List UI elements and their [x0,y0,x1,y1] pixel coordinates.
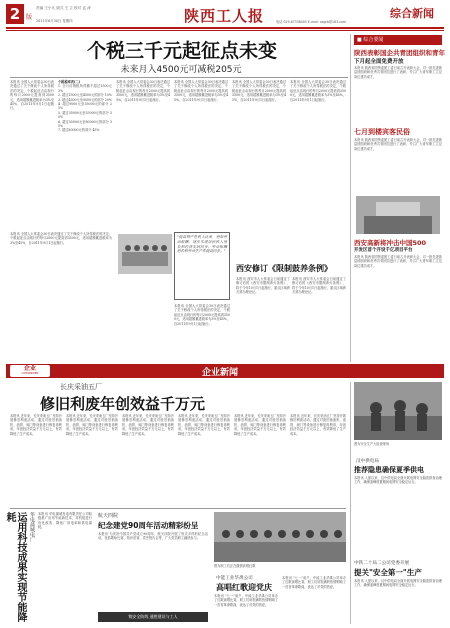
banner-logo-text: 企业 [23,365,36,372]
shan-body: 本报讯 入夏以来，汉中供电局全面开展电网安全隐患排查治理工作，确保迎峰度夏期间电网安全稳定运行。 [354,476,442,485]
right-story1-body: 本报讯 陕西省国资委团工委日前召开表彰大会，对一批先进基层团组织和优秀共青团员进行了表彰，号召广大青年职工立足岗位建功成才。 [354,66,442,79]
sxlaw-body: 本报讯 西安市人大常委会日前通过了修订后的《西安市限制养犬条例》，将于今年10月1日起施行，重点区域养犬须办理登记。 [236,277,290,295]
lead-col-bottom: 本报讯 全国人大常委会30日表决通过了关于修改个人所得税法的决定，个税起征点由现行的每月2000元提高到3500元，适用超额累进税率为3%至45%，自2011年9月1日起施行。 [174,304,230,326]
editor-line: 责编 王小凡 版式 王 立 校对 孟 涛 [36,6,91,10]
vertical-headline: 运用科技成果实现节能降耗 [4,512,26,622]
quote-text: "提高财产性收入比重，增加劳动报酬，逐步实现居民收入增长和经济发展同步、劳动报酬增长和劳动生产率提高同步。" [177,235,227,254]
lead-col-1: 本报讯 全国人大常委会30日表决通过了关于修改个人所得税法的决定，个税起征点由现行的每月2000元提高到3500元，适用超额累进税率为3%至45%，自2011年9月1日起施行。 [10,80,54,111]
paper-title: 陕西工人报 [184,7,265,25]
bottom-divider [10,508,346,509]
lead-divider [10,77,348,78]
tax-row: 7. 超过80000元的部分 45% [58,128,100,133]
vertical-kicker: 华电蒲城电厂 [29,512,35,542]
tax-row: 4. 超过9000元至35000元的部分 25% [58,102,112,111]
shan-kicker: 汉中供电局 [356,459,379,464]
party-footer: 铸安全防线 通胜建设与工人 [98,612,208,622]
lead-col-5: 本报讯 全国人大常委会30日表决通过了关于修改个人所得税法的决定，个税起征点由现行的每月2000元提高到3500元，适用超额累进税率为3%至45%，自2011年9月1日起施行。 [232,80,286,102]
tax-row: 6. 超过55000元至80000元的部分 35% [58,119,112,129]
page-number: 2 [6,4,24,24]
singing-photo [214,512,346,562]
right-story3-body: 本报讯 陕西省国资委团工委日前召开表彰大会，对一批先进基层团组织和优秀共青团员进行了表彰，号召广大青年职工立足岗位建功成才。 [354,255,442,268]
lead-col-6: 本报讯 全国人大常委会30日表决通过了关于修改个人所得税法的决定，个税起征点由现行的每月2000元提高到3500元，适用超额累进税率为3%至45%，自2011年9月1日起施行。 [290,80,346,102]
right-story2-title: 七月到楼宾客民俗 [354,128,410,136]
sxlaw-body-2: 本报讯 西安市人大常委会日前通过了修订后的《西安市限制养犬条例》，将于今年10月1日起施行，重点区域养犬须办理登记。 [292,277,346,295]
shan-body-2: 本报讯 入夏以来，汉中供电局全面开展电网安全隐患排查治理工作，确保迎峰度夏期间电网安全稳定运行。 [354,579,442,588]
right-story2-body: 本报讯 陕西省国资委团工委日前召开表彰大会，对一批先进基层团组织和优秀共青团员进行了表彰，号召广大青年职工立足岗位建功成才。 [354,138,442,151]
mine-headline: 高唱红歌迎党庆 [216,583,272,592]
cq-col-1: 本报讯 近年来，长庆采油五厂坚持开展修旧利废活动，通过对废旧抽油机、油管、阀门等设备进行修复再利用，年创经济效益千万元以上，有效降低了生产成本。 [10,414,63,436]
masthead-rule-thin [6,30,444,31]
meeting-photo [118,234,172,274]
tax-row: 5. 超过35000元至55000元的部分 30% [58,110,112,120]
shan-kicker-2: 中铁二十局二公司党委开展 [354,561,410,566]
shan-headline: 推荐隐患确保夏季供电 [354,466,424,474]
quote-box [174,232,230,300]
right-tag: ■ 综合要闻 [354,35,442,45]
cq-headline: 修旧利废年创效益千万元 [40,395,206,413]
mine-kicker: 中能工业华禹公司 [216,576,253,581]
cq-kicker: 长庆采油五厂 [60,383,102,391]
shan-headline-2: 提关"安全第一"生产 [354,568,422,577]
contact-line: 电话 029-87338405 E-mail: sxgrb@163.com [276,20,346,24]
masthead [6,4,444,26]
cq-col-3: 本报讯 近年来，长庆采油五厂坚持开展修旧利废活动，通过对废旧抽油机、油管、阀门等设备进行修复再利用，年创经济效益千万元以上，有效降低了生产成本。 [122,414,175,436]
party-kicker: 航天四院 [98,513,119,519]
banner-logo [10,365,50,377]
mine-body: 本报讯 "七一"前夕，中能工业华禹公司举办了红歌演唱比赛，职工们用饱满的热情唱响了一首首革命歌曲，表达了对党的热爱。 [214,594,278,607]
banner-title: 企业新闻 [202,368,239,378]
vertical-body: 本报讯 华电蒲城发电有限责任公司积极推广应用节能新技术，对机组进行优化改造，降低厂用电率和供电煤耗。 [38,512,92,530]
inspection-photo [354,382,442,440]
page-label: 版 [26,14,33,21]
banner-logo-sub: QIYEXINWEN [21,372,39,375]
cq-col-4: 本报讯 近年来，长庆采油五厂坚持开展修旧利废活动，通过对废旧抽油机、油管、阀门等设备进行修复再利用，年创经济效益千万元以上，有效降低了生产成本。 [178,414,231,436]
party-body: 本报讯 为庆祝中国共产党成立90周年，航天四院开展了形式多样的纪念活动，包括歌咏比赛、知识竞赛、党史报告会等，广大党员职工踊跃参与。 [98,532,208,541]
cq-col-2: 本报讯 近年来，长庆采油五厂坚持开展修旧利废活动，通过对废旧抽油机、油管、阀门等设备进行修复再利用，年创经济效益千万元以上，有效降低了生产成本。 [66,414,119,436]
tax-row: 2. 超过1500元至4500元的部分 10% [58,93,112,98]
tax-row: 1. 全月应纳税所得额不超过1500元 3% [58,84,112,93]
mine-body-2: 本报讯 "七一"前夕，中能工业华禹公司举办了红歌演唱比赛，职工们用饱满的热情唱响了一首首革命歌曲，表达了对党的热爱。 [282,576,346,589]
sxlaw-headline: 西安修订《限制鼓养条例》 [236,264,332,273]
masthead-rule [6,27,444,29]
section-name: 综合新闻 [390,7,434,20]
photo-caption: 图为安全生产大检查现场 [354,442,390,446]
right-story3-sub: 开发区首个开设千亿项目平台 [354,248,413,253]
right-story3-title: 西安高新将冲击中国500 [354,239,427,247]
right-col-divider [350,34,351,362]
right-story1-title: 陕西表彰国企共青团组织和青年 [354,49,445,57]
tax-table [58,80,112,230]
tax-table-title: 个税税率表(二) [58,80,81,84]
lead-col-4: 本报讯 全国人大常委会30日表决通过了关于修改个人所得税法的决定，个税起征点由现行的每月2000元提高到3500元，适用超额累进税率为3%至45%，自2011年9月1日起施行。 [174,80,228,102]
lead-subhead: 未来月入4500元可减税205元 [120,65,242,75]
tax-row: 3. 超过4500元至9000元的部分 20% [58,97,112,102]
singing-caption: 图为职工们正在激情高唱红歌 [214,564,256,568]
right-photo [356,196,440,234]
lead-col-3: 本报讯 全国人大常委会30日表决通过了关于修改个人所得税法的决定，个税起征点由现行的每月2000元提高到3500元，适用超额累进税率为3%至45%，自2011年9月1日起施行。 [116,80,170,102]
right-bottom-divider [350,382,351,624]
cq-col-5: 本报讯 近年来，长庆采油五厂坚持开展修旧利废活动，通过对废旧抽油机、油管、阀门等设备进行修复再利用，年创经济效益千万元以上，有效降低了生产成本。 [234,414,287,436]
enterprise-banner [6,364,444,378]
right-story1-sub: 下月起全面免费开放 [354,59,404,65]
lead-headline: 个税三千元起征点未变 [86,40,277,62]
party-headline: 纪念建党90周年活动精彩纷呈 [98,521,199,530]
lead-col-cont: 本报讯 全国人大常委会30日表决通过了关于修改个人所得税法的决定，个税起征点由现行的每月2000元提高到3500元，适用超额累进税率为3%至45%，自2011年9月1日起施行。 [10,232,112,245]
date-line: 2011年6月30日 星期四 [36,19,73,23]
cq-col-6: 本报讯 近年来，长庆采油五厂坚持开展修旧利废活动，通过对废旧抽油机、油管、阀门等设备进行修复再利用，年创经济效益千万元以上，有效降低了生产成本。 [290,414,346,436]
